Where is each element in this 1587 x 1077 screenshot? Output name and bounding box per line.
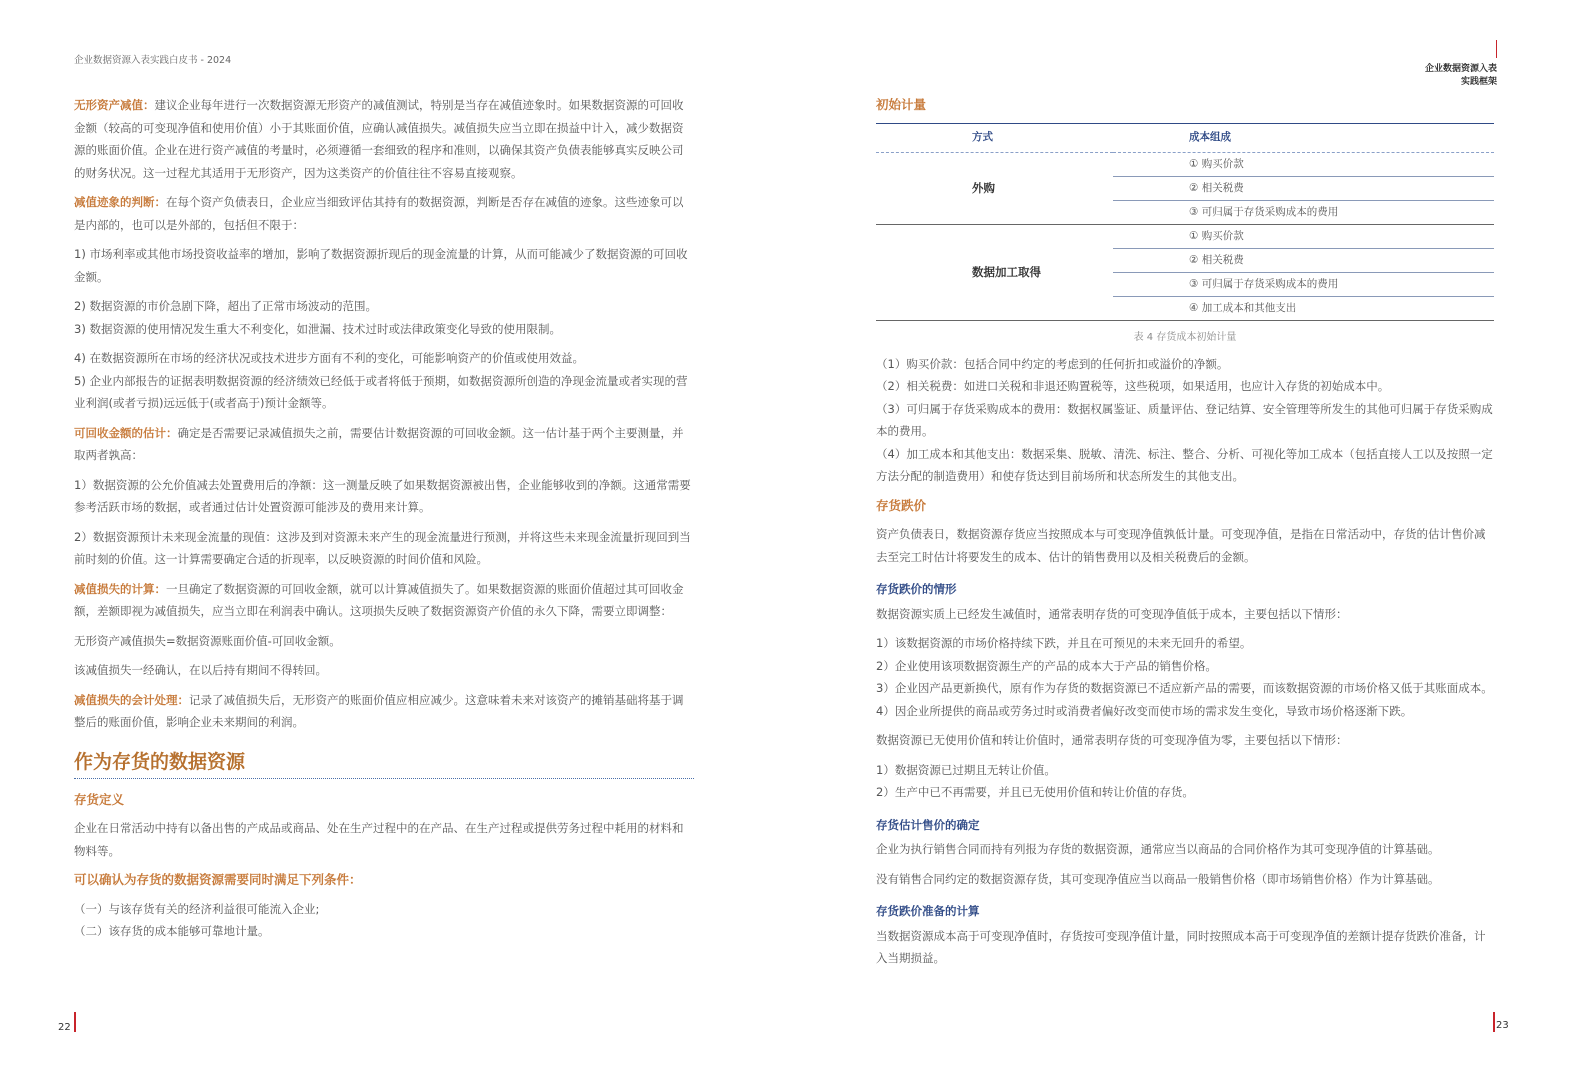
left-column	[74, 94, 694, 950]
subheading-situations: 存货跌价的情形	[876, 582, 957, 596]
paragraph-no-reversal: 该减值损失一经确认，在以后持有期间不得转回。	[74, 663, 327, 677]
keyword: 无形资产减值：	[74, 98, 155, 112]
list-item: 1）数据资源已过期且无转让价值。	[876, 762, 1056, 777]
page-number: 22	[58, 1022, 71, 1033]
formula: 无形资产减值损失=数据资源账面价值-可回收金额。	[74, 633, 341, 648]
page-number-bar	[74, 1012, 76, 1032]
table-cell: ① 购买价款	[1113, 152, 1494, 176]
running-head	[1425, 63, 1497, 89]
paragraph-accounting	[74, 689, 694, 734]
list-item: 5) 企业内部报告的证据表明数据资源的经济绩效已经低于或者将低于预期，如数据资源所创造的净现金流量或者实现的营业利润(或者亏损)远远低于(或者高于)预计金额等。	[74, 373, 688, 410]
paragraph-impairment	[74, 94, 694, 184]
paragraph-text: 建议企业每年进行一次数据资源无形资产的减值测试，特别是当存在减值迹象时。如果数据资源的可回收金额（较高的可变现净值和使用价值）小于其账面价值，应确认减值损失。减值损失应当立即在损益中计入，减少数据资源的账面价值。企业在进行资产减值的考量时，必须遵循一套细致的程序和准则，以确保其资产负债表能够真实反映公司的财务状况。这一过程尤其适用于无形资产，因为这类资产的价值往往不容易直接观察。	[74, 98, 684, 180]
page-number-bar	[1493, 1012, 1495, 1032]
list-item: 4) 在数据资源所在市场的经济状况或技术进步方面有不利的变化，可能影响资产的价值或使用效益。	[74, 351, 584, 365]
list-item: 4）因企业所提供的商品或劳务过时或消费者偏好改变而使市场的需求发生变化，导致市场价格逐渐下跌。	[876, 703, 1413, 718]
table-group: 数据加工取得	[876, 224, 1113, 320]
table-cell: ③ 可归属于存货采购成本的费用	[1113, 272, 1494, 296]
subheading-conditions: 可以确认为存货的数据资源需要同时满足下列条件：	[74, 872, 362, 887]
subheading-provision: 存货跌价准备的计算	[876, 904, 980, 918]
paragraph-inventory-definition: 企业在日常活动中持有以备出售的产成品或商品、处在生产过程中的在产品、在生产过程或提供劳务过程中耗用的材料和物料等。	[74, 821, 684, 858]
keyword: 减值迹象的判断：	[74, 195, 166, 209]
paragraph-text: 记录了减值损失后，无形资产的账面价值应相应减少。这意味着未来对该资产的摊销基础将基于调整后的账面价值，影响企业未来期间的利润。	[74, 692, 684, 729]
subheading-decline: 存货跌价	[876, 497, 927, 513]
running-head-bar	[1496, 40, 1498, 58]
paragraph-estimate-2: 没有销售合同约定的数据资源存货，其可变现净值应当以商品一般销售价格（即市场销售价格）作为计算基础。	[876, 871, 1440, 886]
paragraph-estimate-1: 企业为执行销售合同而持有列报为存货的数据资源，通常应当以商品的合同价格作为其可变现净值的计算基础。	[876, 842, 1440, 856]
list-item: 3）企业因产品更新换代，原有作为存货的数据资源已不适应新产品的需要，而该数据资源的市场价格又低于其账面成本。	[876, 681, 1493, 695]
running-head-line: 企业数据资源入表	[1424, 64, 1497, 74]
subheading-inventory-definition: 存货定义	[74, 791, 125, 807]
paragraph-situations-intro: 数据资源实质上已经发生减值时，通常表明存货的可变现净值低于成本，主要包括以下情形：	[876, 606, 1348, 621]
note-item: （4）加工成本和其他支出：数据采集、脱敏、清洗、标注、整合、分析、可视化等加工成本（包括直接人工以及按照一定方法分配的制造费用）和使存货达到目前场所和状态所发生的其他支出。	[876, 446, 1493, 483]
left-page	[0, 0, 790, 1077]
table-cell: ① 购买价款	[1113, 224, 1494, 248]
note-item: （2）相关税费：如进口关税和非退还购置税等，这些税项，如果适用，也应计入存货的初始成本中。	[876, 379, 1390, 393]
cost-table	[876, 123, 1494, 321]
paragraph-recoverable	[74, 422, 694, 467]
list-item: 1）数据资源的公允价值减去处置费用后的净额：这一测量反映了如果数据资源被出售，企业能够收到的净额。这通常需要参考活跃市场的数据，或者通过估计处置资源可能涉及的费用来计算。	[74, 477, 691, 514]
page-number: 23	[1496, 1020, 1509, 1031]
table-header: 方式	[876, 123, 1113, 152]
keyword: 可回收金额的估计：	[74, 425, 178, 440]
list-item: （一）与该存货有关的经济利益很可能流入企业;	[74, 901, 320, 916]
table-cell: ④ 加工成本和其他支出	[1113, 296, 1494, 320]
paragraph-zero-intro: 数据资源已无使用价值和转让价值时，通常表明存货的可变现净值为零，主要包括以下情形：	[876, 733, 1348, 747]
list-item: 2) 数据资源的市价急剧下降，超出了正常市场波动的范围。	[74, 299, 377, 313]
list-item: 3) 数据资源的使用情况发生重大不利变化，如泄漏、技术过时或法律政策变化导致的使用限制。	[74, 321, 561, 336]
table-group: 外购	[876, 152, 1113, 224]
list-item: 2）生产中已不再需要，并且已无使用价值和转让价值的存货。	[876, 785, 1194, 799]
table-cell: ② 相关税费	[1113, 176, 1494, 200]
note-item: （1）购买价款：包括合同中约定的考虑到的任何折扣或溢价的净额。	[876, 356, 1229, 371]
table-cell: ③ 可归属于存货采购成本的费用	[1113, 200, 1494, 224]
list-item: （二）该存货的成本能够可靠地计量。	[74, 924, 270, 938]
paragraph-text: 确定是否需要记录减值损失之前，需要估计数据资源的可回收金额。这一估计基于两个主要测量，并取两者孰高：	[74, 425, 684, 462]
keyword: 减值损失的计算：	[74, 581, 166, 596]
table-cell: ② 相关税费	[1113, 248, 1494, 272]
section-title: 作为存货的数据资源	[74, 748, 694, 779]
list-item: 1) 市场利率或其他市场投资收益率的增加，影响了数据资源折现后的现金流量的计算，从而可能减少了数据资源的可回收金额。	[74, 247, 688, 284]
paragraph-text: 一旦确定了数据资源的可回收金额，就可以计算减值损失了。如果数据资源的账面价值超过其可回收金额，差额即视为减值损失，应当立即在利润表中确认。这项损失反映了数据资源资产价值的永久下降，需要立即调整：	[74, 581, 684, 618]
running-head: 企业数据资源入表实践白皮书 - 2024	[74, 55, 232, 66]
subheading-initial: 初始计量	[876, 97, 927, 112]
running-head-line: 实践框架	[1460, 77, 1497, 87]
note-item: （3）可归属于存货采购成本的费用：数据权属鉴证、质量评估、登记结算、安全管理等所发生的其他可归属于存货采购成本的费用。	[876, 401, 1493, 438]
subheading-estimate: 存货估计售价的确定	[876, 817, 980, 832]
list-item: 2）数据资源预计未来现金流量的现值：这涉及到对资源未来产生的现金流量进行预测，并将这些未来现金流量折现回到当前时刻的价值。这一计算需要确定合适的折现率，以反映资源的时间价值和风险。	[74, 529, 691, 566]
right-column	[876, 94, 1494, 977]
right-page	[790, 0, 1587, 1077]
list-item: 2）企业使用该项数据资源生产的产品的成本大于产品的销售价格。	[876, 658, 1217, 673]
keyword: 减值损失的会计处理：	[74, 692, 189, 707]
paragraph-text: 在每个资产负债表日，企业应当细致评估其持有的数据资源，判断是否存在减值的迹象。这些迹象可以是内部的，也可以是外部的，包括但不限于：	[74, 195, 684, 232]
table-caption: 表 4 存货成本初始计量	[1133, 331, 1237, 343]
paragraph-decline: 资产负债表日，数据资源存货应当按照成本与可变现净值孰低计量。可变现净值，是指在日常活动中，存货的估计售价减去至完工时估计将要发生的成本、估计的销售费用以及相关税费后的金额。	[876, 527, 1486, 564]
paragraph-provision: 当数据资源成本高于可变现净值时，存货按可变现净值计量，同时按照成本高于可变现净值的差额计提存货跌价准备，计入当期损益。	[876, 928, 1486, 965]
table-header: 成本组成	[1113, 123, 1494, 152]
list-item: 1）该数据资源的市场价格持续下跌，并且在可预见的未来无回升的希望。	[876, 636, 1252, 650]
paragraph-calc	[74, 578, 694, 623]
paragraph-indicators	[74, 191, 694, 236]
